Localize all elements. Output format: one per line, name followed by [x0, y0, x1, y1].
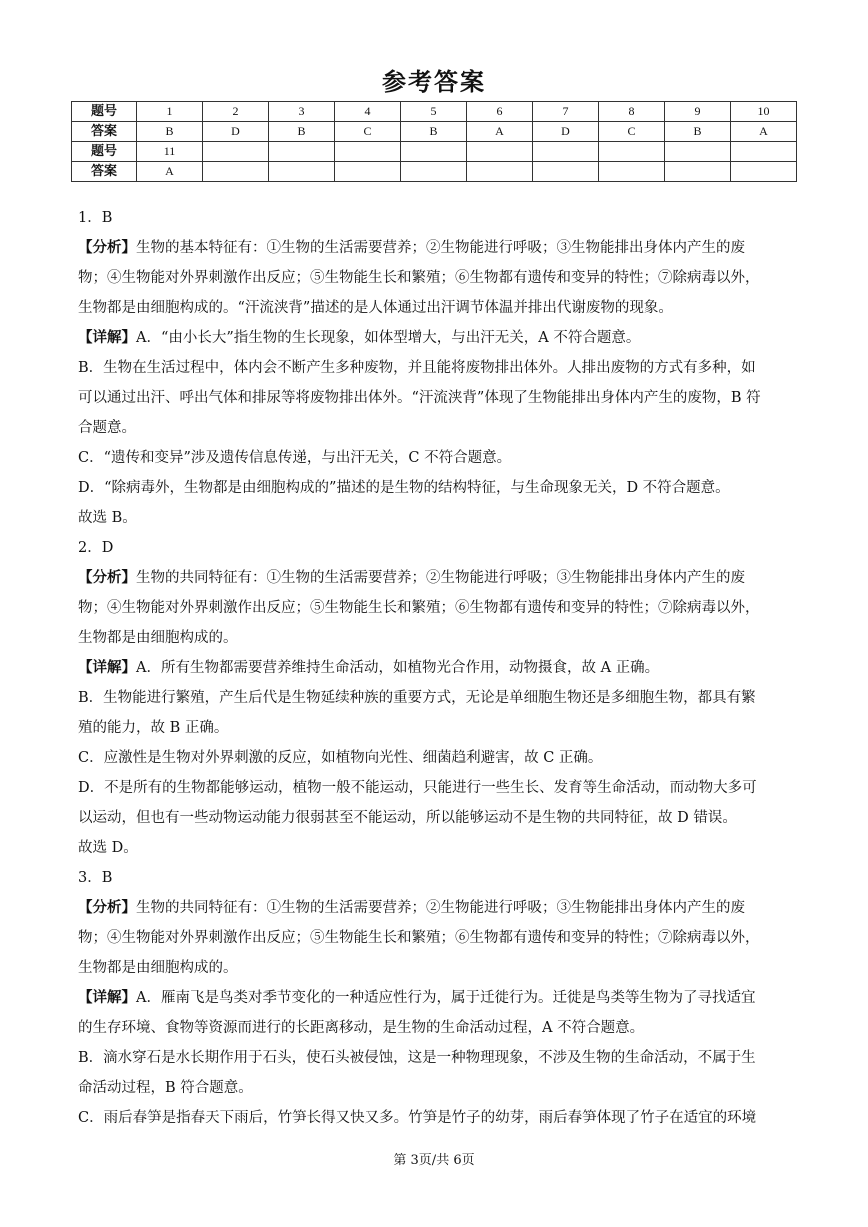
table-cell	[203, 142, 269, 162]
table-cell	[269, 142, 335, 162]
table-cell: A	[731, 122, 797, 142]
text-line	[78, 473, 792, 503]
line-text: 生物的共同特征有：①生物的生活需要营养；②生物能进行呼吸；③生物能排出身体内产生的废	[136, 570, 745, 586]
table-row	[72, 142, 797, 162]
text-line	[78, 1013, 792, 1043]
text-line	[78, 653, 792, 683]
line-text: 1．B	[78, 210, 113, 226]
table-cell	[665, 142, 731, 162]
section-tag: 【分析】	[78, 569, 136, 586]
text-line	[78, 623, 792, 653]
table-cell	[335, 162, 401, 182]
line-text: 以运动，但也有一些动物运动能力很弱甚至不能运动，所以能够运动不是生物的共同特征，故 D 错误。	[78, 810, 737, 826]
table-cell: A	[467, 122, 533, 142]
line-text: 命活动过程，B 符合题意。	[78, 1080, 253, 1096]
table-cell	[467, 162, 533, 182]
line-text: 物；④生物能对外界刺激作出反应；⑤生物能生长和繁殖；⑥生物都有遗传和变异的特性；⑦除病毒以外，	[78, 930, 760, 946]
text-line	[78, 863, 792, 893]
text-line	[78, 383, 792, 413]
table-cell: B	[137, 122, 203, 142]
table-cell: 11	[137, 142, 203, 162]
line-text: 合题意。	[78, 420, 136, 436]
text-line	[78, 983, 792, 1013]
table-cell: B	[665, 122, 731, 142]
text-line	[78, 1103, 792, 1133]
line-text: B．滴水穿石是水长期作用于石头，使石头被侵蚀，这是一种物理现象，不涉及生物的生命活动，不属于生	[78, 1050, 756, 1066]
table-cell: 9	[665, 102, 731, 122]
text-line	[78, 443, 792, 473]
line-text: 生物都是由细胞构成的。	[78, 630, 238, 646]
section-tag: 【详解】	[78, 659, 136, 676]
text-line	[78, 683, 792, 713]
line-text: A．“由小长大”指生物的生长现象，如体型增大，与出汗无关，A 不符合题意。	[136, 330, 641, 346]
line-text: 物；④生物能对外界刺激作出反应；⑤生物能生长和繁殖；⑥生物都有遗传和变异的特性；⑦除病毒以外，	[78, 270, 760, 286]
line-text: 物；④生物能对外界刺激作出反应；⑤生物能生长和繁殖；⑥生物都有遗传和变异的特性；⑦除病毒以外，	[78, 600, 760, 616]
text-line	[78, 713, 792, 743]
table-cell: 3	[269, 102, 335, 122]
table-cell	[335, 142, 401, 162]
text-line	[78, 323, 792, 353]
row-header: 题号	[72, 102, 137, 122]
text-line	[78, 1043, 792, 1073]
line-text: A．雁南飞是鸟类对季节变化的一种适应性行为，属于迁徙行为。迁徙是鸟类等生物为了寻找适宜	[136, 990, 756, 1006]
table-cell	[401, 162, 467, 182]
text-line	[78, 263, 792, 293]
table-cell: 6	[467, 102, 533, 122]
table-cell: C	[335, 122, 401, 142]
table-cell	[269, 162, 335, 182]
text-line	[78, 773, 792, 803]
text-line	[78, 353, 792, 383]
table-cell: B	[401, 122, 467, 142]
table-cell: 5	[401, 102, 467, 122]
text-line	[78, 953, 792, 983]
line-text: B．生物能进行繁殖，产生后代是生物延续种族的重要方式，无论是单细胞生物还是多细胞生物，都具有繁	[78, 690, 756, 706]
line-text: B．生物在生活过程中，体内会不断产生多种废物，并且能将废物排出体外。人排出废物的方式有多种，如	[78, 360, 756, 376]
text-line	[78, 743, 792, 773]
table-cell	[203, 162, 269, 182]
table-cell: C	[599, 122, 665, 142]
text-line	[78, 413, 792, 443]
line-text: 生物都是由细胞构成的。	[78, 960, 238, 976]
page-footer: 第 3页/共 6页	[393, 1153, 475, 1168]
table-cell	[533, 162, 599, 182]
row-header: 答案	[72, 122, 137, 142]
table-cell: 7	[533, 102, 599, 122]
row-header: 答案	[72, 162, 137, 182]
table-row	[72, 102, 797, 122]
table-cell	[599, 162, 665, 182]
table-cell	[731, 142, 797, 162]
line-text: 生物的共同特征有：①生物的生活需要营养；②生物能进行呼吸；③生物能排出身体内产生的废	[136, 900, 745, 916]
line-text: 生物的基本特征有：①生物的生活需要营养；②生物能进行呼吸；③生物能排出身体内产生的废	[136, 240, 745, 256]
line-text: 3．B	[78, 870, 113, 886]
line-text: D．不是所有的生物都能够运动，植物一般不能运动，只能进行一些生长、发育等生命活动，而动物大多可	[78, 780, 757, 796]
table-cell: 10	[731, 102, 797, 122]
text-line	[78, 533, 792, 563]
text-line	[78, 293, 792, 323]
table-cell	[599, 142, 665, 162]
table-cell	[533, 142, 599, 162]
line-text: 生物都是由细胞构成的。“汗流浃背”描述的是人体通过出汗调节体温并排出代谢废物的现象。	[78, 300, 673, 316]
table-cell	[401, 142, 467, 162]
text-line	[78, 203, 792, 233]
line-text: C．应激性是生物对外界刺激的反应，如植物向光性、细菌趋利避害，故 C 正确。	[78, 750, 603, 766]
table-cell: 4	[335, 102, 401, 122]
table-cell: B	[269, 122, 335, 142]
table-cell: 2	[203, 102, 269, 122]
section-tag: 【分析】	[78, 899, 136, 916]
table-cell: D	[203, 122, 269, 142]
line-text: A．所有生物都需要营养维持生命活动，如植物光合作用，动物摄食，故 A 正确。	[136, 660, 660, 676]
page-title: 参考答案	[382, 68, 486, 96]
table-cell	[665, 162, 731, 182]
answer-explanations	[78, 203, 792, 1133]
text-line	[78, 923, 792, 953]
line-text: 可以通过出汗、呼出气体和排尿等将废物排出体外。“汗流浃背”体现了生物能排出身体内产生的废物，B 符	[78, 390, 761, 406]
line-text: C．雨后春笋是指春天下雨后，竹笋长得又快又多。竹笋是竹子的幼芽，雨后春笋体现了竹子在适宜的环境	[78, 1110, 757, 1126]
line-text: 故选 D。	[78, 840, 138, 856]
row-header: 题号	[72, 142, 137, 162]
table-cell: 1	[137, 102, 203, 122]
text-line	[78, 503, 792, 533]
line-text: 2．D	[78, 540, 114, 556]
line-text: 故选 B。	[78, 510, 137, 526]
text-line	[78, 893, 792, 923]
text-line	[78, 803, 792, 833]
section-tag: 【分析】	[78, 239, 136, 256]
line-text: C．“遗传和变异”涉及遗传信息传递，与出汗无关，C 不符合题意。	[78, 450, 512, 466]
table-row	[72, 122, 797, 142]
text-line	[78, 593, 792, 623]
section-tag: 【详解】	[78, 329, 136, 346]
section-tag: 【详解】	[78, 989, 136, 1006]
line-text: 殖的能力，故 B 正确。	[78, 720, 229, 736]
table-cell: 8	[599, 102, 665, 122]
answer-table	[71, 101, 797, 182]
table-cell: A	[137, 162, 203, 182]
table-cell: D	[533, 122, 599, 142]
table-cell	[731, 162, 797, 182]
text-line	[78, 833, 792, 863]
line-text: D．“除病毒外，生物都是由细胞构成的”描述的是生物的结构特征，与生命现象无关，D 不符合题意。	[78, 480, 730, 496]
table-row	[72, 162, 797, 182]
text-line	[78, 563, 792, 593]
text-line	[78, 233, 792, 263]
line-text: 的生存环境、食物等资源而进行的长距离移动，是生物的生命活动过程，A 不符合题意。	[78, 1020, 645, 1036]
table-cell	[467, 142, 533, 162]
text-line	[78, 1073, 792, 1103]
